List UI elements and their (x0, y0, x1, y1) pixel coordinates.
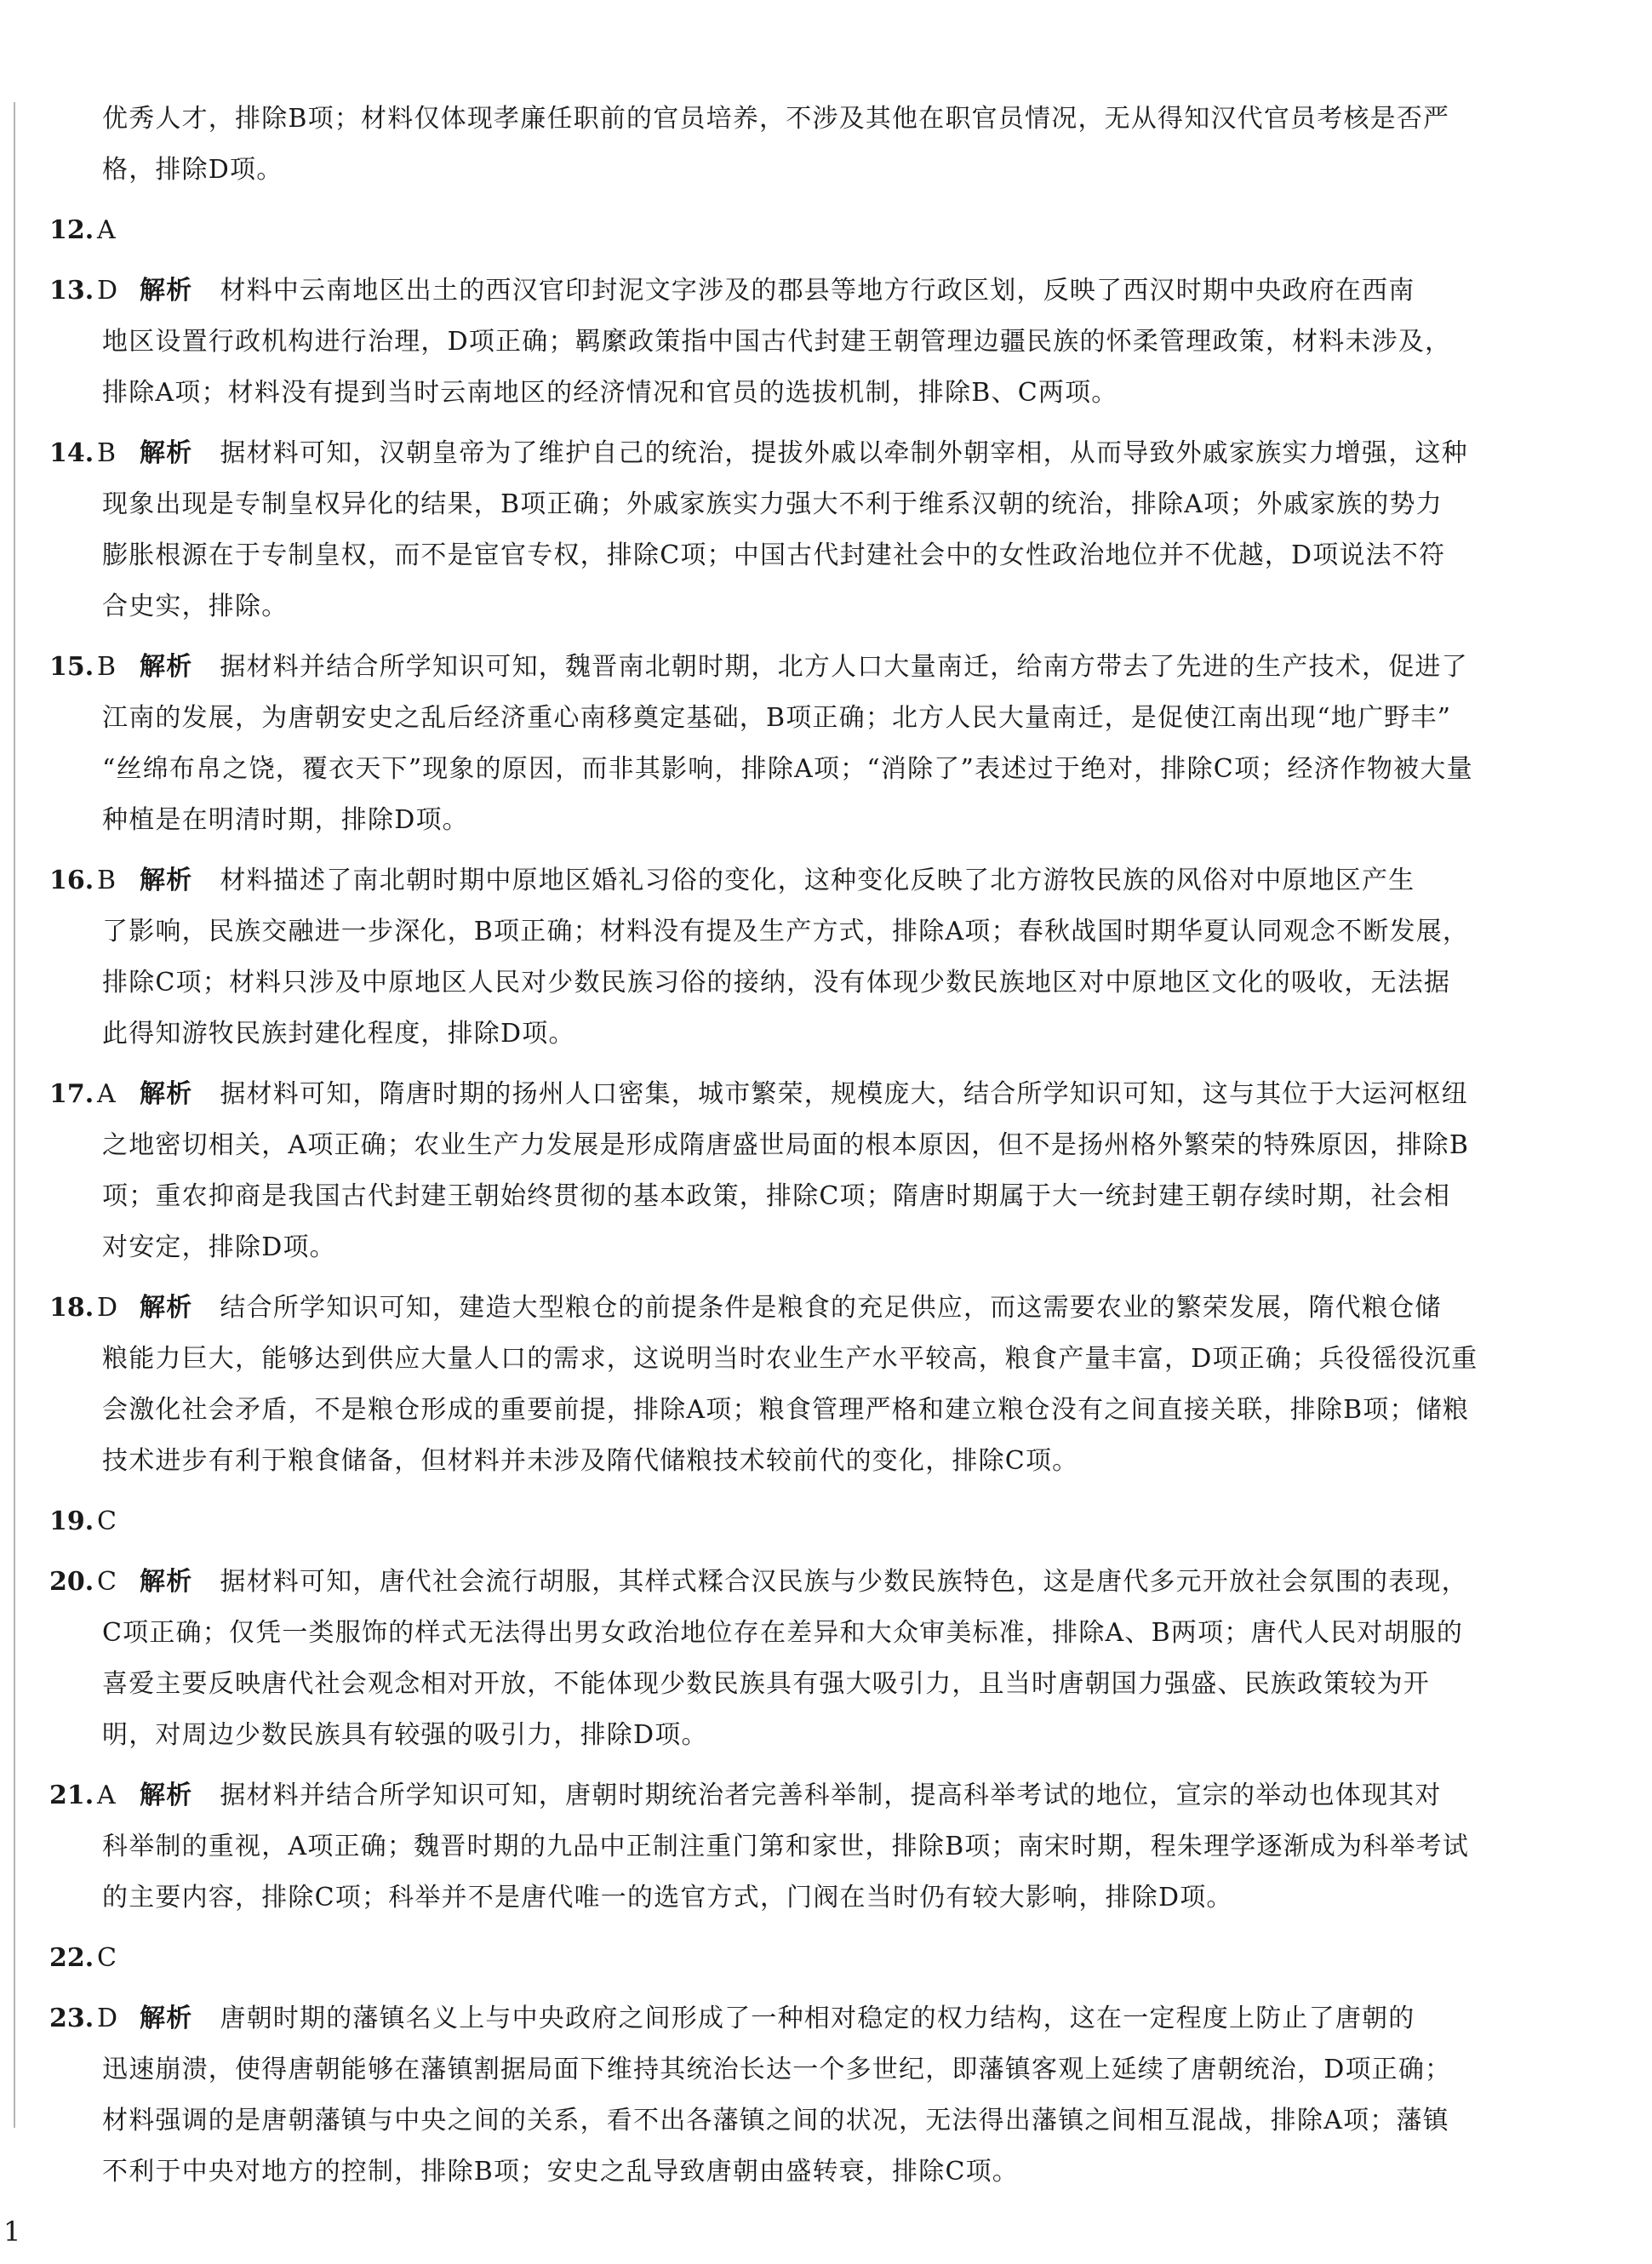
answer-item (49, 1069, 1522, 1273)
analysis-label: 解析 (140, 438, 193, 468)
analysis-label: 解析 (140, 1781, 193, 1810)
answer-letter: C (97, 1506, 117, 1536)
question-number: 13. (49, 276, 94, 306)
text-line: 对安定，排除D项。 (102, 1232, 336, 1262)
answer-item (49, 1770, 1522, 1924)
answer-item-header (49, 642, 1522, 693)
answer-letter: D (97, 2004, 118, 2033)
text-line: 据材料可知，汉朝皇帝为了维护自己的统治，提拔外戚以牵制外朝宰相，从而导致外戚家族实力增强，这种 (220, 438, 1468, 468)
text-line: C项正确；仅凭一类服饰的样式无法得出男女政治地位存在差异和大众审美标准，排除A、B两项；唐代人民对胡服的 (102, 1618, 1464, 1648)
text-line: 结合所学知识可知，建造大型粮仓的前提条件是粮食的充足供应，而这需要农业的繁荣发展，隋代粮仓储 (220, 1293, 1442, 1323)
answer-item (49, 642, 1522, 846)
intro-continuation (49, 94, 1522, 196)
text-line: 种植是在明清时期，排除D项。 (102, 805, 469, 835)
answer-item (49, 428, 1522, 632)
answer-item (49, 1933, 1522, 1984)
answer-item (49, 1557, 1522, 1761)
left-margin-rule (14, 102, 15, 2128)
text-line: 科举制的重视，A项正确；魏晋时期的九品中正制注重门第和家世，排除B项；南宋时期，程朱理学逐渐成为科举考试 (102, 1832, 1470, 1861)
answer-letter: D (97, 1293, 118, 1323)
answer-item-header (49, 1496, 1522, 1547)
text-line: 合史实，排除。 (102, 592, 289, 621)
text-line: 粮能力巨大，能够达到供应大量人口的需求，这说明当时农业生产水平较高，粮食产量丰富，D项正确；兵役徭役沉重 (102, 1344, 1478, 1374)
answer-item (49, 205, 1522, 256)
answer-item-header (49, 1069, 1522, 1120)
text-line: 会激化社会矛盾，不是粮仓形成的重要前提，排除A项；粮食管理严格和建立粮仓没有之间直接关联，排除B项；储粮 (102, 1395, 1470, 1425)
answer-item-header (49, 428, 1522, 479)
answer-letter: C (97, 1943, 117, 1973)
text-line: 地区设置行政机构进行治理，D项正确；羁縻政策指中国古代封建王朝管理边疆民族的怀柔管理政策，材料未涉及， (102, 327, 1452, 357)
answer-letter: A (97, 1781, 116, 1810)
text-line: 喜爱主要反映唐代社会观念相对开放，不能体现少数民族具有强大吸引力，且当时唐朝国力强盛、民族政策较为开 (102, 1669, 1430, 1699)
answer-item-header (49, 1933, 1522, 1984)
answer-item (49, 855, 1522, 1060)
text-line: 优秀人才，排除B项；材料仅体现孝廉任职前的官员培养，不涉及其他在职官员情况，无从得知汉代官员考核是否严 (102, 104, 1450, 134)
answer-item-header (49, 205, 1522, 256)
answer-letter: A (97, 215, 116, 245)
answer-item (49, 1496, 1522, 1547)
question-number: 14. (49, 438, 94, 468)
question-number: 12. (49, 215, 94, 245)
text-line: 技术进步有利于粮食储备，但材料并未涉及隋代储粮技术较前代的变化，排除C项。 (102, 1446, 1079, 1476)
answer-item-header (49, 855, 1522, 906)
text-line: 排除C项；材料只涉及中原地区人民对少数民族习俗的接纳，没有体现少数民族地区对中原地区文化的吸收，无法据 (102, 968, 1451, 998)
text-line: 现象出现是专制皇权异化的结果，B项正确；外戚家族实力强大不利于维系汉朝的统治，排除A项；外戚家族的势力 (102, 489, 1443, 519)
answer-content (49, 94, 1522, 2207)
page-number: 1 (3, 2215, 21, 2248)
analysis-label: 解析 (140, 276, 193, 306)
answer-letter: D (97, 276, 118, 306)
analysis-label: 解析 (140, 2004, 193, 2033)
analysis-label: 解析 (140, 1079, 193, 1109)
answer-item-header (49, 1557, 1522, 1608)
text-line: 据材料可知，隋唐时期的扬州人口密集，城市繁荣，规模庞大，结合所学知识可知，这与其位于大运河枢纽 (220, 1079, 1468, 1109)
text-line: 材料描述了南北朝时期中原地区婚礼习俗的变化，这种变化反映了北方游牧民族的风俗对中原地区产生 (220, 866, 1415, 895)
text-line: 据材料并结合所学知识可知，魏晋南北朝时期，北方人口大量南迁，给南方带去了先进的生产技术，促进了 (220, 652, 1468, 682)
question-number: 15. (49, 652, 94, 682)
answer-item (49, 1283, 1522, 1487)
analysis-label: 解析 (140, 1567, 193, 1597)
text-line: 唐朝时期的藩镇名义上与中央政府之间形成了一种相对稳定的权力结构，这在一定程度上防止了唐朝的 (220, 2004, 1415, 2033)
analysis-label: 解析 (140, 866, 193, 895)
answer-item-header (49, 1283, 1522, 1334)
question-number: 22. (49, 1943, 94, 1973)
text-line: 江南的发展，为唐朝安史之乱后经济重心南移奠定基础，B项正确；北方人民大量南迁，是促使江南出现“地广野丰” (102, 703, 1452, 733)
text-line: 不利于中央对地方的控制，排除B项；安史之乱导致唐朝由盛转衰，排除C项。 (102, 2157, 1019, 2187)
answer-letter: A (97, 1079, 116, 1109)
question-number: 16. (49, 866, 94, 895)
answer-letter: B (97, 438, 117, 468)
question-number: 17. (49, 1079, 94, 1109)
answer-item (49, 1993, 1522, 2198)
text-line: 材料强调的是唐朝藩镇与中央之间的关系，看不出各藩镇之间的状况，无法得出藩镇之间相互混战，排除A项；藩镇 (102, 2106, 1449, 2135)
answer-item-header (49, 1993, 1522, 2044)
text-line: 此得知游牧民族封建化程度，排除D项。 (102, 1019, 575, 1049)
answer-item-header (49, 1770, 1522, 1821)
text-line: 膨胀根源在于专制皇权，而不是宦官专权，排除C项；中国古代封建社会中的女性政治地位并不优越，D项说法不符 (102, 540, 1446, 570)
text-line: 的主要内容，排除C项；科举并不是唐代唯一的选官方式，门阀在当时仍有较大影响，排除D项。 (102, 1883, 1233, 1912)
answer-letter: B (97, 652, 117, 682)
text-line: 格，排除D项。 (102, 155, 283, 185)
text-line: “丝绵布帛之饶，覆衣天下”现象的原因，而非其影响，排除A项；“消除了”表述过于绝对，排除C项；经济作物被大量 (102, 754, 1473, 784)
question-number: 23. (49, 2004, 94, 2033)
answer-item (49, 266, 1522, 419)
text-line: 明，对周边少数民族具有较强的吸引力，排除D项。 (102, 1720, 708, 1750)
text-line: 迅速崩溃，使得唐朝能够在藩镇割据局面下维持其统治长达一个多世纪，即藩镇客观上延续了唐朝统治，D项正确； (102, 2055, 1452, 2084)
question-number: 20. (49, 1567, 94, 1597)
question-number: 19. (49, 1506, 94, 1536)
analysis-label: 解析 (140, 1293, 193, 1323)
question-number: 18. (49, 1293, 94, 1323)
answer-letter: C (97, 1567, 117, 1597)
question-number: 21. (49, 1781, 94, 1810)
text-line: 据材料可知，唐代社会流行胡服，其样式糅合汉民族与少数民族特色，这是唐代多元开放社会氛围的表现， (220, 1567, 1468, 1597)
text-line: 之地密切相关，A项正确；农业生产力发展是形成隋唐盛世局面的根本原因，但不是扬州格外繁荣的特殊原因，排除B (102, 1130, 1470, 1160)
text-line: 项；重农抑商是我国古代封建王朝始终贯彻的基本政策，排除C项；隋唐时期属于大一统封建王朝存续时期，社会相 (102, 1181, 1451, 1211)
analysis-label: 解析 (140, 652, 193, 682)
answer-list (49, 205, 1522, 2198)
text-line: 排除A项；材料没有提到当时云南地区的经济情况和官员的选拔机制，排除B、C两项。 (102, 378, 1118, 408)
answer-item-header (49, 266, 1522, 317)
answer-letter: B (97, 866, 117, 895)
text-line: 材料中云南地区出土的西汉官印封泥文字涉及的郡县等地方行政区划，反映了西汉时期中央政府在西南 (220, 276, 1415, 306)
text-line: 了影响，民族交融进一步深化，B项正确；材料没有提及生产方式，排除A项；春秋战国时期华夏认同观念不断发展， (102, 917, 1470, 946)
text-line: 据材料并结合所学知识可知，唐朝时期统治者完善科举制，提高科举考试的地位，宣宗的举动也体现其对 (220, 1781, 1442, 1810)
